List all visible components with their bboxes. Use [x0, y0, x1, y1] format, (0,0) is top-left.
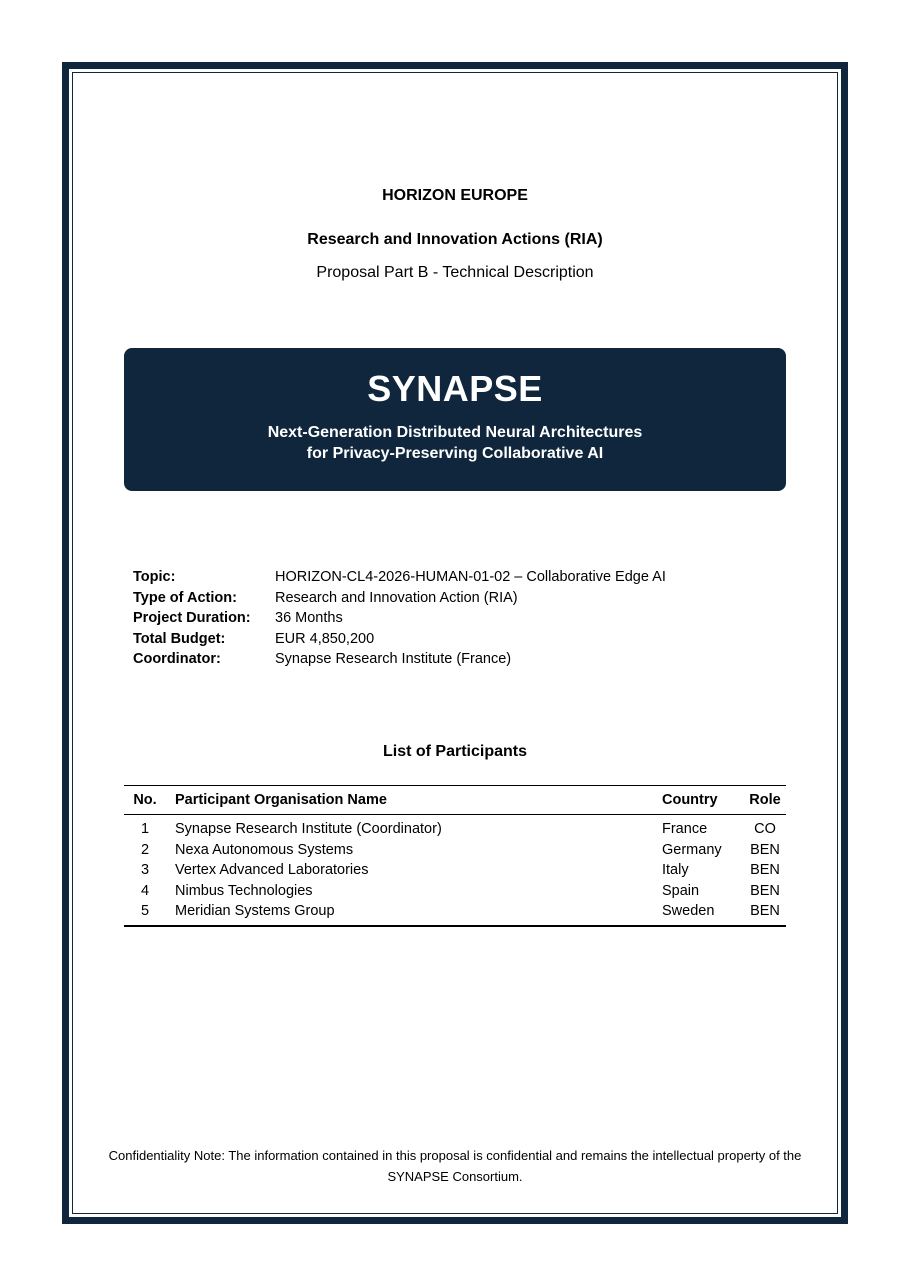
info-value: Synapse Research Institute (France): [275, 651, 512, 667]
participant-role: BEN: [750, 862, 780, 879]
column-header-role: Role: [749, 792, 781, 808]
participant-name: Synapse Research Institute (Coordinator): [175, 821, 442, 837]
participants-table: [124, 785, 786, 927]
table-header-row: [124, 785, 786, 815]
column-header-name: Participant Organisation Name: [175, 792, 387, 808]
project-acronym: SYNAPSE: [367, 368, 543, 409]
participant-country: France: [662, 821, 708, 837]
participant-no: 3: [140, 862, 150, 879]
confidentiality-note-line-1: Confidentiality Note: The information contained in this proposal is confidential and remains the intellectual property of the: [108, 1148, 802, 1163]
table-row: [124, 881, 786, 902]
info-label: Total Budget:: [133, 630, 226, 647]
info-row-coordinator: [133, 649, 666, 670]
project-title-line-1: Next-Generation Distributed Neural Architectures: [267, 424, 643, 441]
info-value: HORIZON-CL4-2026-HUMAN-01-02 – Collaborative Edge AI: [275, 569, 666, 585]
participant-country: Germany: [662, 841, 722, 858]
participant-name: Vertex Advanced Laboratories: [175, 862, 369, 879]
info-row-topic: [133, 567, 666, 588]
confidentiality-note-line-2: SYNAPSE Consortium.: [387, 1169, 523, 1184]
participant-name: Nexa Autonomous Systems: [175, 841, 354, 858]
participant-role: BEN: [750, 903, 780, 920]
table-row: [124, 901, 786, 922]
participant-role: BEN: [750, 882, 780, 899]
info-row-budget: [133, 629, 666, 650]
participant-country: Sweden: [662, 903, 715, 920]
participant-no: 5: [140, 903, 150, 920]
participant-country: Italy: [662, 862, 689, 879]
action-type-title: Research and Innovation Actions (RIA): [307, 231, 603, 248]
participant-role: CO: [754, 821, 776, 837]
proposal-part-subtitle: Proposal Part B - Technical Description: [316, 264, 594, 281]
participant-no: 1: [140, 821, 150, 837]
column-header-no: No.: [133, 792, 157, 808]
project-title-line-2: for Privacy-Preserving Collaborative AI: [306, 445, 604, 462]
project-info-list: [133, 567, 666, 670]
table-row: [124, 860, 786, 881]
info-label: Coordinator:: [133, 651, 221, 667]
info-value: EUR 4,850,200: [275, 630, 375, 647]
project-title-banner: [124, 348, 786, 491]
table-body: [124, 815, 786, 927]
project-full-title: [124, 422, 786, 464]
participant-name: Nimbus Technologies: [175, 882, 313, 899]
info-label: Type of Action:: [133, 589, 237, 606]
participant-no: 4: [140, 882, 150, 899]
table-row: [124, 840, 786, 861]
table-row: [124, 819, 786, 840]
participant-role: BEN: [750, 841, 780, 858]
participant-country: Spain: [662, 882, 700, 899]
confidentiality-note: [80, 1145, 830, 1187]
participants-heading: List of Participants: [382, 743, 528, 760]
programme-title: HORIZON EUROPE: [382, 187, 528, 204]
participant-no: 2: [140, 841, 150, 858]
info-row-type-of-action: [133, 588, 666, 609]
info-value: 36 Months: [275, 610, 343, 626]
info-value: Research and Innovation Action (RIA): [275, 589, 518, 606]
participant-name: Meridian Systems Group: [175, 903, 335, 920]
info-row-duration: [133, 608, 666, 629]
info-label: Topic:: [133, 569, 176, 585]
column-header-country: Country: [662, 792, 718, 808]
info-label: Project Duration:: [133, 610, 251, 626]
